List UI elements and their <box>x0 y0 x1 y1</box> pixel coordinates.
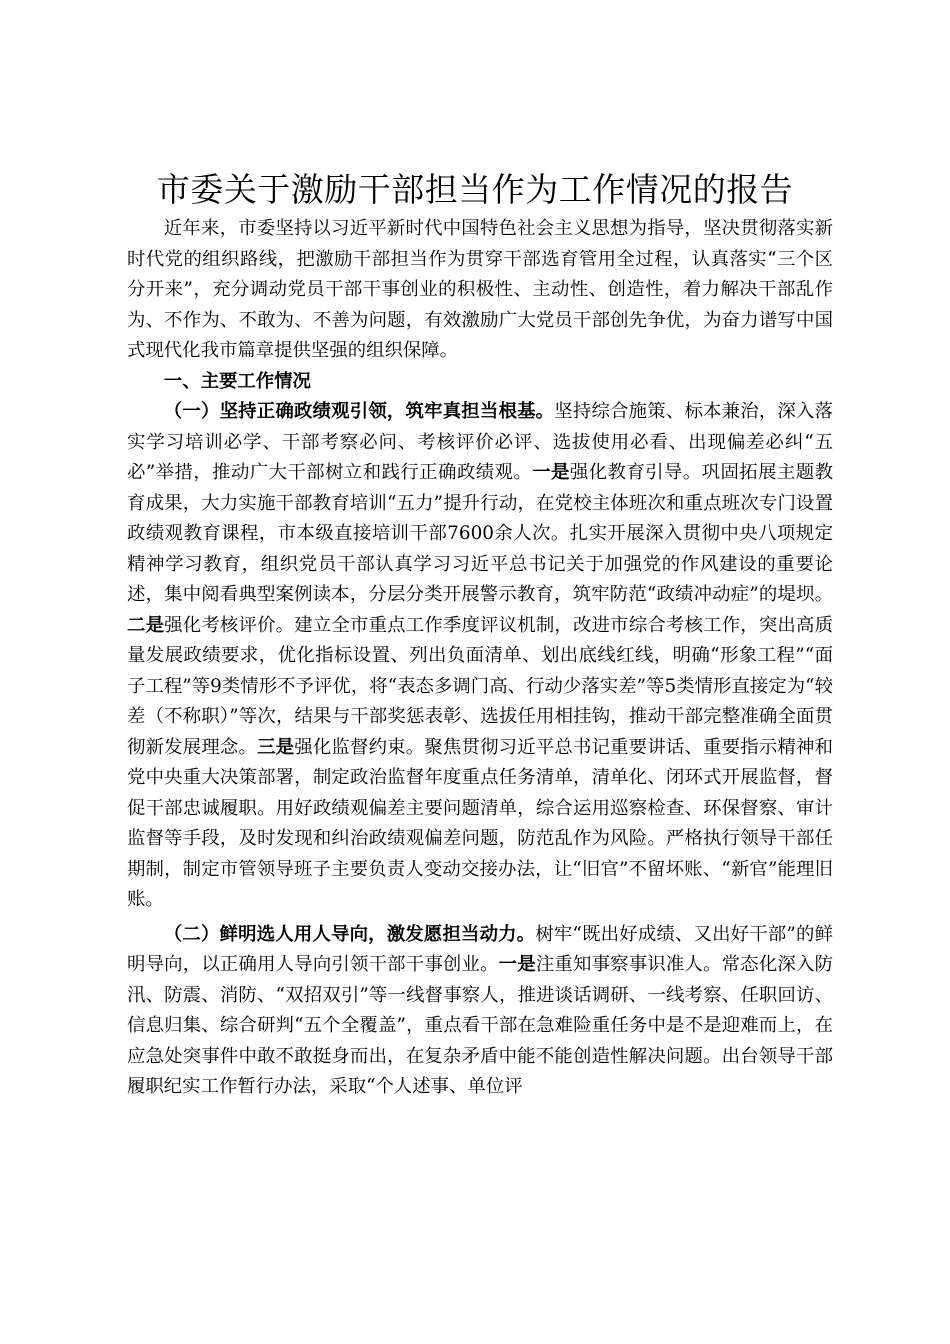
part-1-text-4: 强化监督约束。聚焦贯彻习近平总书记重要讲话、重要指示精神和党中央重大决策部署，制定政治监督年度重点任务清单，清单化、闭环式开展监督，督促干部忠诚履职。用好政绩观偏差主要问题清单，综合运用巡察检查、环保督察、审计监督等手段，及时发现和纠治政绩观偏差问题，防范乱作为风险。严格执行领导干部任期制，制定市管领导班子主要负责人变动交接办法，让“旧官”不留坏账、“新官”能理旧账。 <box>127 736 833 910</box>
part-1-marker-1: 一是 <box>532 462 570 483</box>
section-heading-main-work: 一、主要工作情况 <box>163 370 311 392</box>
paragraph-part-2 <box>127 920 833 1103</box>
part-1-text-2: 强化教育引导。巩固拓展主题教育成果，大力实施干部教育培训“五力”提升行动，在党校主体班次和重点班次专门设置政绩观教育课程，市本级直接培训干部7600余人次。扎实开展深入贯彻中央八项规定精神学习教育，组织党员干部认真学习习近平总书记关于加强党的作风建设的重要论述，集中阅看典型案例读本，分层分类开展警示教育，筑牢防范“政绩冲动症”的堤坝。 <box>127 462 833 605</box>
paragraph-part-1 <box>127 397 833 916</box>
part-2-text-1: 树牢“既出好成绩、又出好干部”的鲜明导向，以正确用人导向引领干部干事创业。 <box>127 923 833 975</box>
part-1-marker-3: 三是 <box>257 736 295 758</box>
part-1-marker-2: 二是 <box>127 614 165 636</box>
part-2-marker-1: 一是 <box>498 954 536 975</box>
document-body <box>127 214 833 1103</box>
part-2-lead: （二）鲜明选人用人导向，激发愿担当动力。 <box>163 923 536 945</box>
intro-paragraph: 近年来，市委坚持以习近平新时代中国特色社会主义思想为指导，坚决贯彻落实新时代党的组织路线，把激励干部担当作为贯穿干部选育管用全过程，认真落实“三个区分开来”，充分调动党员干部干事创业的积极性、主动性、创造性，着力解决干部乱作为、不作为、不敢为、不善为问题，有效激励广大党员干部创先争优，为奋力谱写中国式现代化我市篇章提供坚强的组织保障。 <box>127 218 833 361</box>
document-title: 市委关于激励干部担当作为工作情况的报告 <box>156 170 794 209</box>
part-1-text-3: 强化考核评价。建立全市重点工作季度评议机制，改进市综合考核工作，突出高质量发展政绩要求，优化指标设置、列出负面清单、划出底线红线，明确“形象工程”“面子工程”等9类情形不予评优，将“表态多调门高、行动少落实差”等5类情形直接定为“较差（不称职）”等次，结果与干部奖惩表彰、选拔任用相挂钩，推动干部完整准确全面贯彻新发展理念。 <box>127 614 833 758</box>
part-1-lead: （一）坚持正确政绩观引领，筑牢真担当根基。 <box>163 401 555 422</box>
part-2-text-2: 注重知事察事识准人。常态化深入防汛、防震、消防、“双招双引”等一线督事察人，推进谈话调研、一线考察、任职回访、信息归集、综合研判“五个全覆盖”，重点看干部在急难险重任务中是不是迎难而上，在应急处突事件中敢不敢挺身而出，在复杂矛盾中能不能创造性解决问题。出台领导干部履职纪实工作暂行办法，采取“个人述事、单位评 <box>127 954 833 1097</box>
part-1-text-1: 坚持综合施策、标本兼治，深入落实学习培训必学、干部考察必问、考核评价必评、选拔使用必看、出现偏差必纠“五必”举措，推动广大干部树立和践行正确政绩观。 <box>127 401 833 483</box>
